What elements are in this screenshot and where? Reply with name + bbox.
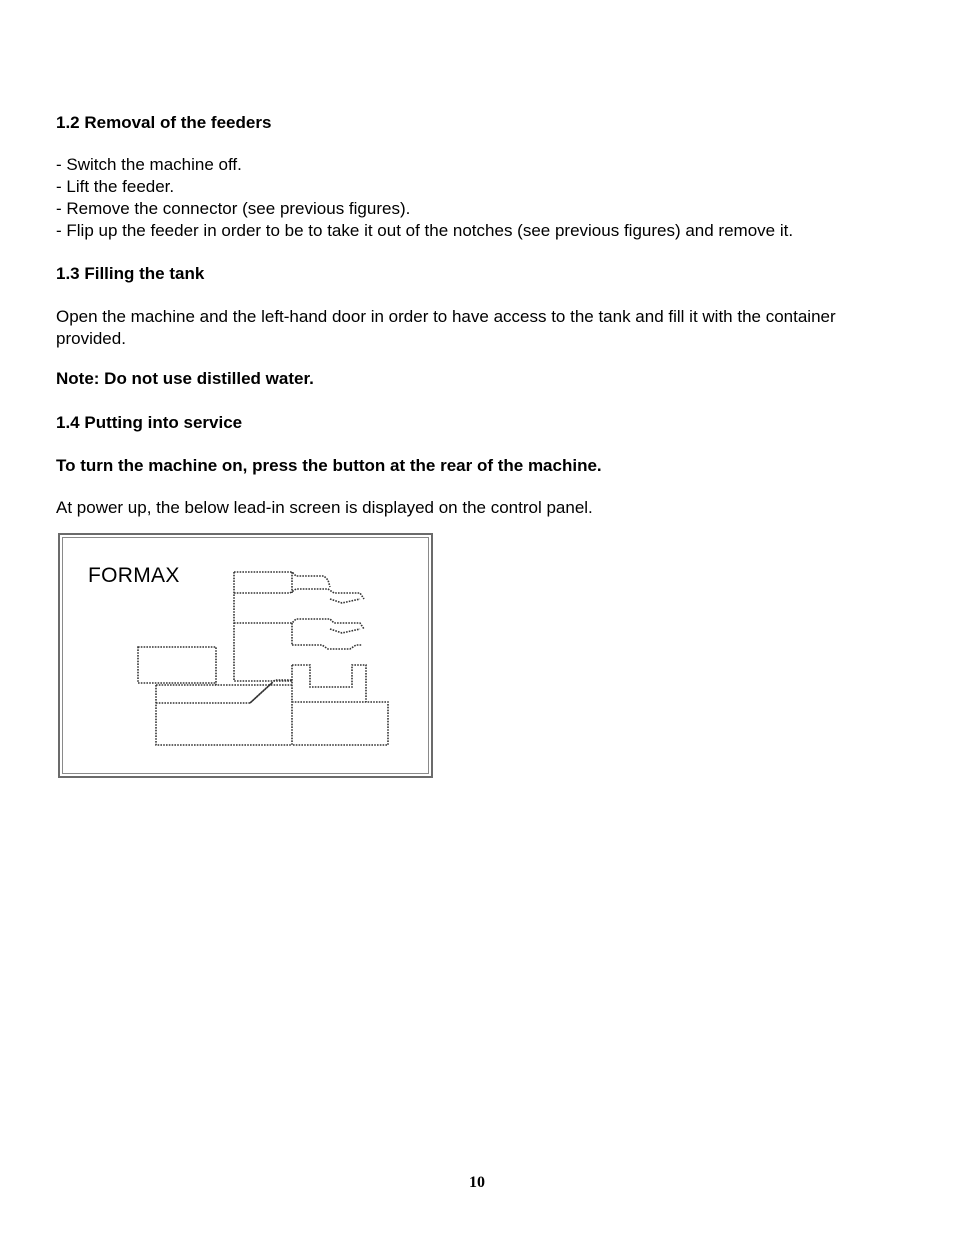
removal-step-4: - Flip up the feeder in order to be to take it out of the notches (see previous figures) and remove it. [56,221,794,240]
section-heading-putting-into-service: 1.4 Putting into service [56,413,243,432]
section-heading-removal-of-feeders: 1.2 Removal of the feeders [56,113,272,132]
removal-step-1: - Switch the machine off. [56,155,242,174]
distilled-water-note: Note: Do not use distilled water. [56,369,314,388]
machine-outline-icon [138,572,388,745]
filling-tank-paragraph: Open the machine and the left-hand door in order to have access to the tank and fill it with the container provided. [56,307,836,348]
power-on-instruction: To turn the machine on, press the button at the rear of the machine. [56,456,602,475]
power-up-paragraph: At power up, the below lead-in screen is displayed on the control panel. [56,498,593,517]
removal-step-2: - Lift the feeder. [56,177,175,196]
lead-in-screen-figure [58,533,433,778]
machine-outline-drawing [60,535,431,776]
page-number: 10 [469,1174,485,1191]
formax-brand-label: FORMAX [88,564,180,587]
section-heading-filling-tank: 1.3 Filling the tank [56,264,205,283]
removal-step-3: - Remove the connector (see previous figures). [56,199,411,218]
